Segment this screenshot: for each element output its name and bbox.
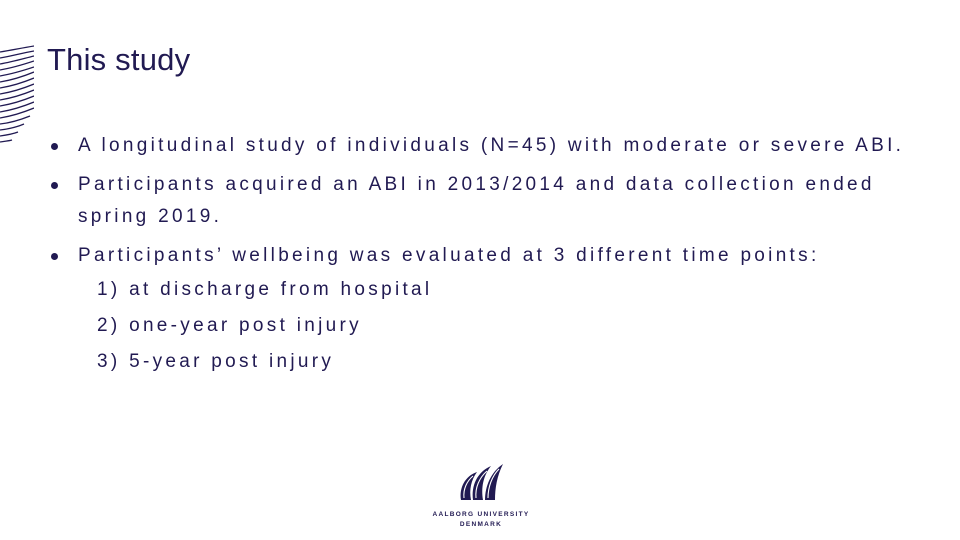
decorative-stripes-graphic xyxy=(0,44,34,148)
logo-text-country: DENMARK xyxy=(459,521,503,528)
time-point-item: 1) at discharge from hospital xyxy=(97,279,433,300)
bullet-item xyxy=(48,240,928,380)
bullet-dot-icon xyxy=(51,182,58,189)
time-point-item: 3) 5-year post injury xyxy=(97,351,335,372)
aalborg-university-logo xyxy=(425,460,537,536)
bullet-text: Participants acquired an ABI in 2013/2014 and data collection ended spring 2019. xyxy=(78,174,875,227)
bullet-dot-icon xyxy=(51,253,58,260)
bullet-item xyxy=(48,130,928,162)
time-point-item: 2) one-year post injury xyxy=(97,315,362,336)
university-emblem-icon xyxy=(457,460,505,506)
bullet-text: A longitudinal study of individuals (N=45) with moderate or severe ABI. xyxy=(78,135,905,156)
bullet-text: Participants’ wellbeing was evaluated at 3 different time points: xyxy=(78,245,820,266)
bullet-dot-icon xyxy=(51,143,58,150)
bullet-list xyxy=(48,130,928,387)
time-points-list xyxy=(78,272,928,380)
logo-text-university: AALBORG UNIVERSITY xyxy=(432,511,530,518)
slide-title: This study xyxy=(47,42,191,77)
bullet-item xyxy=(48,169,928,233)
